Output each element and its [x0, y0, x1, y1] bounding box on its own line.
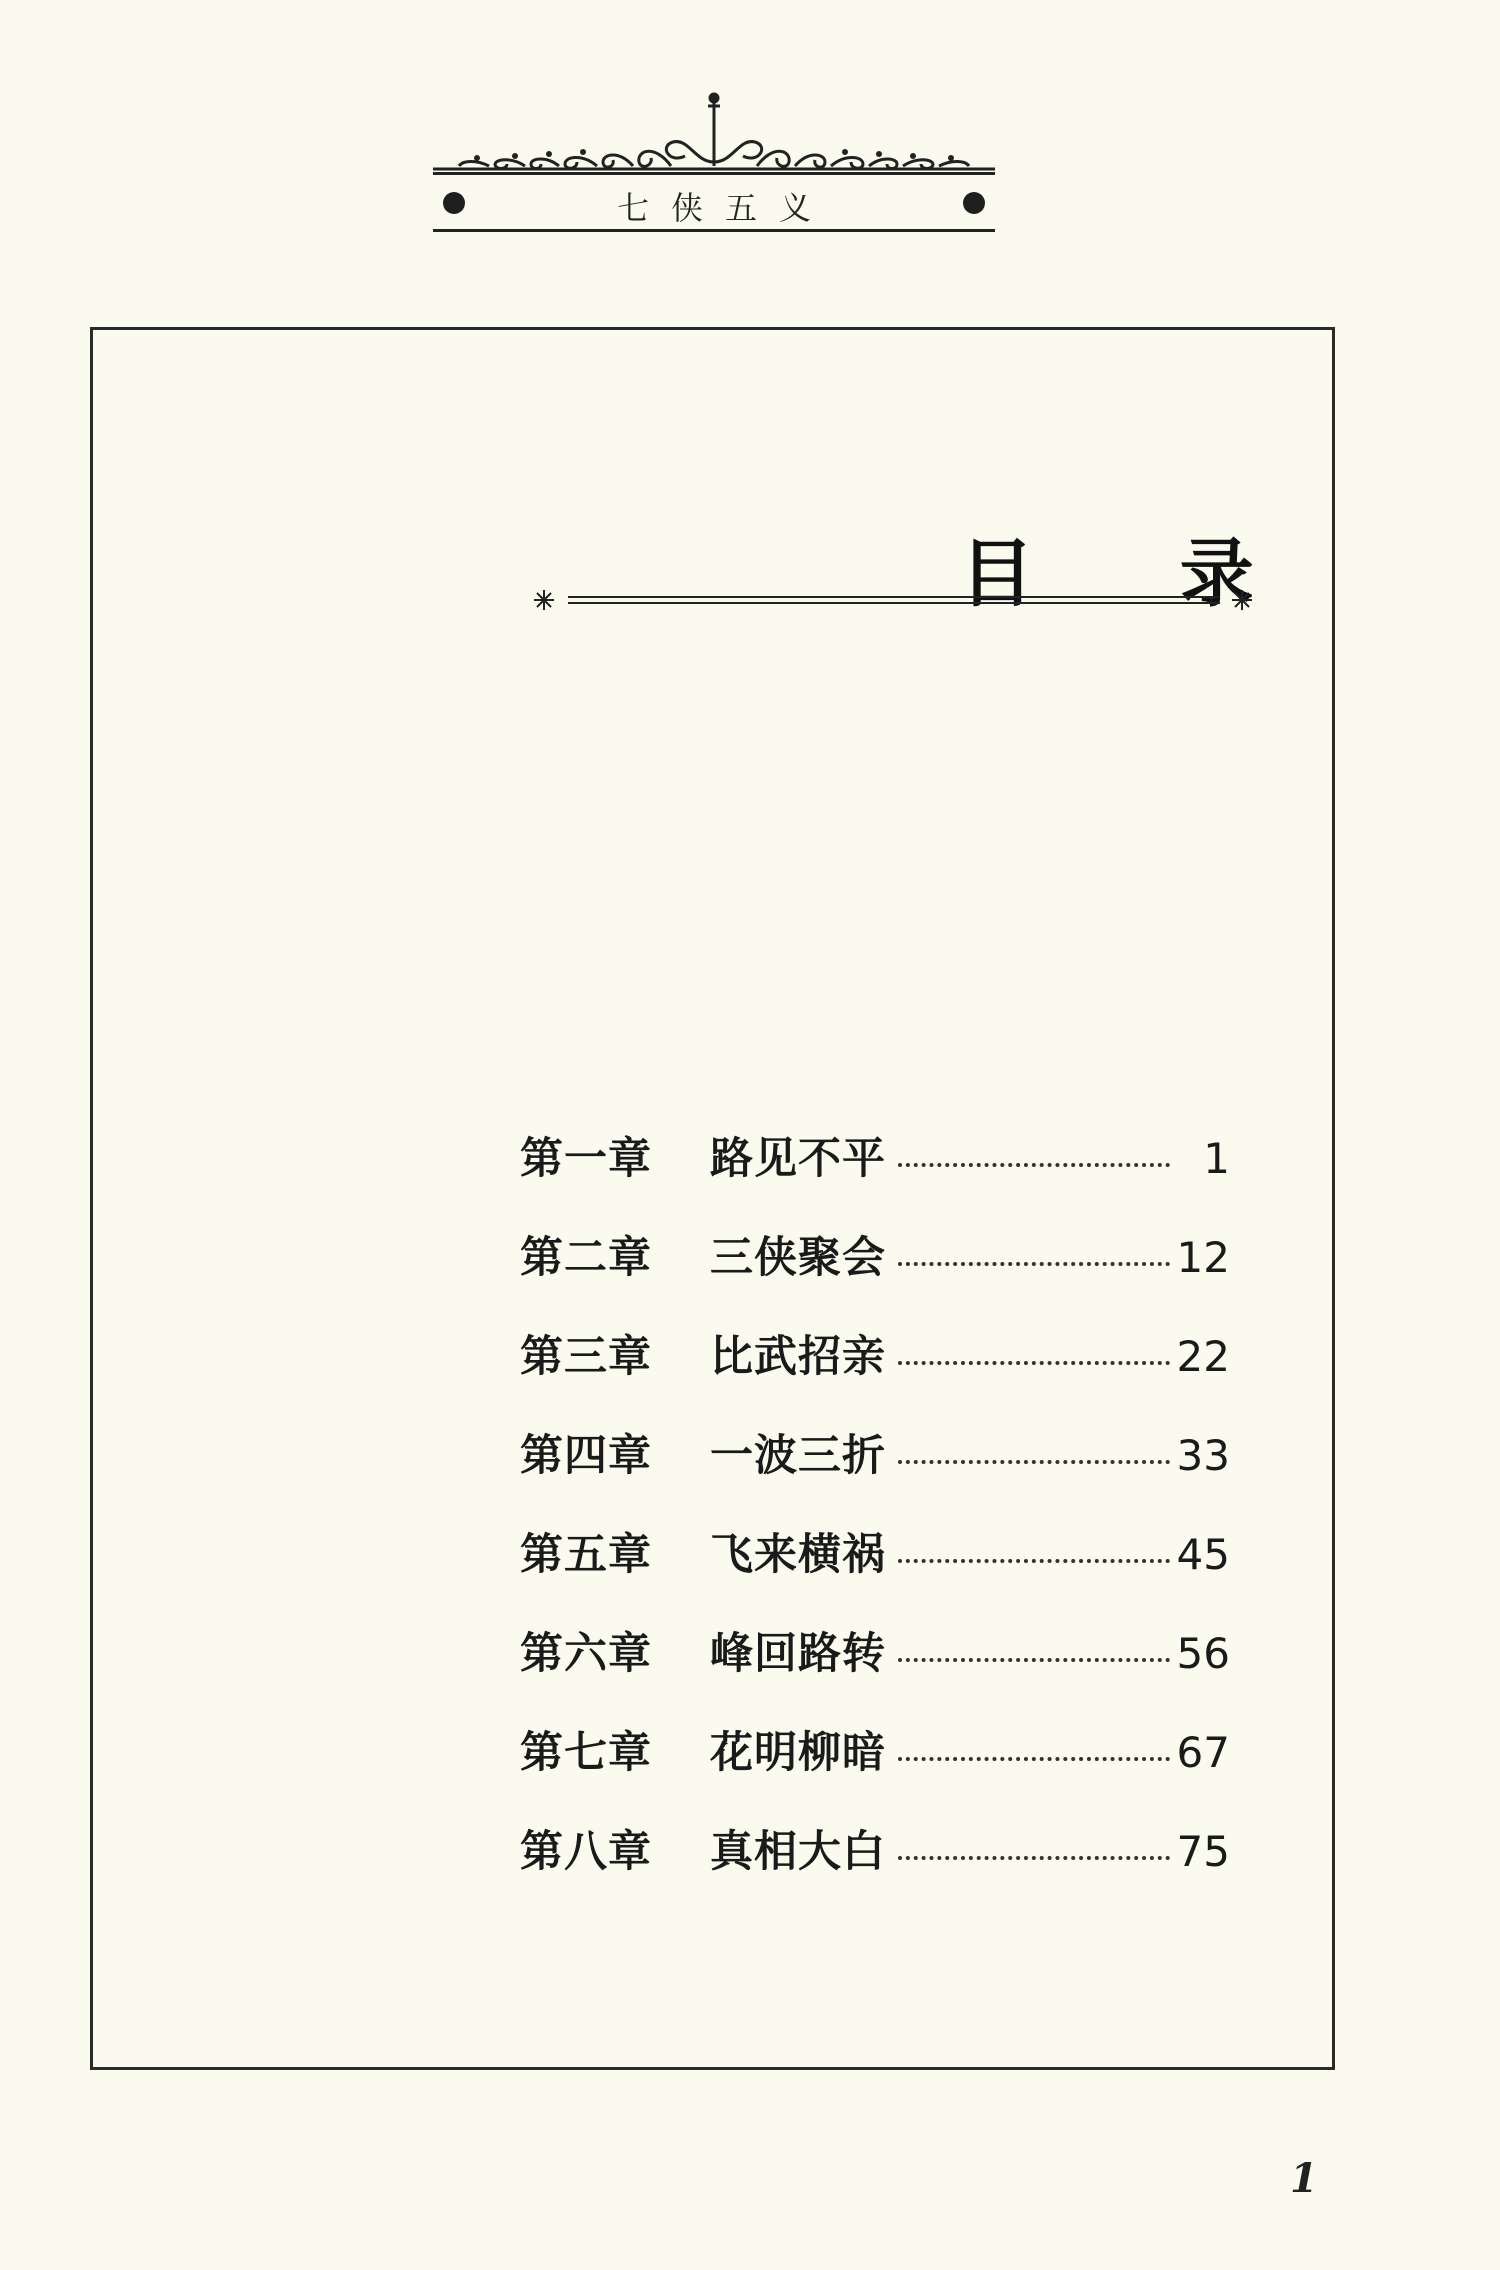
toc-chapter-title: 比武招亲 — [710, 1332, 886, 1382]
toc-chapter-number: 第六章 — [520, 1629, 652, 1679]
toc-leader-dots — [898, 1658, 1170, 1662]
book-title: 七侠五义 — [616, 189, 833, 227]
running-header — [433, 172, 995, 232]
asterisk-ornament-right — [1232, 590, 1252, 610]
toc-entry[interactable] — [520, 1719, 1230, 1818]
toc-entry[interactable] — [520, 1323, 1230, 1422]
toc-leader-dots — [898, 1559, 1170, 1563]
toc-page-number: 67 — [1176, 1728, 1230, 1777]
toc-page-number: 22 — [1176, 1332, 1230, 1381]
toc-chapter-number: 第五章 — [520, 1530, 652, 1580]
toc-chapter-title: 三侠聚会 — [710, 1233, 886, 1283]
toc-entry[interactable] — [520, 1224, 1230, 1323]
toc-chapter-number: 第一章 — [520, 1134, 652, 1184]
toc-leader-dots — [898, 1856, 1170, 1860]
toc-page-number: 33 — [1176, 1431, 1230, 1480]
toc-chapter-title: 花明柳暗 — [710, 1728, 886, 1778]
toc-page-number: 45 — [1176, 1530, 1230, 1579]
toc-entry[interactable] — [520, 1422, 1230, 1521]
toc-entry[interactable] — [520, 1818, 1230, 1917]
header-bullet-right — [963, 192, 985, 214]
toc-heading: 目 录 — [960, 531, 1314, 617]
asterisk-ornament-left — [534, 590, 554, 610]
toc-chapter-number: 第八章 — [520, 1827, 652, 1877]
toc-chapter-number: 第四章 — [520, 1431, 652, 1481]
toc-chapter-title: 真相大白 — [710, 1827, 886, 1877]
toc-chapter-title: 路见不平 — [710, 1134, 886, 1184]
toc-leader-dots — [898, 1757, 1170, 1761]
toc-chapter-title: 飞来横祸 — [710, 1530, 886, 1580]
toc-chapter-number: 第三章 — [520, 1332, 652, 1382]
toc-leader-dots — [898, 1460, 1170, 1464]
toc-leader-dots — [898, 1163, 1170, 1167]
toc-chapter-title: 一波三折 — [710, 1431, 886, 1481]
toc-entry[interactable] — [520, 1125, 1230, 1224]
toc-page-number: 75 — [1176, 1827, 1230, 1876]
toc-chapter-number: 第七章 — [520, 1728, 652, 1778]
toc-heading-rule — [530, 585, 1260, 615]
toc-entry[interactable] — [520, 1521, 1230, 1620]
toc-page-number: 12 — [1176, 1233, 1230, 1282]
toc-entry[interactable] — [520, 1620, 1230, 1719]
toc-chapter-number: 第二章 — [520, 1233, 652, 1283]
toc-page-number: 1 — [1203, 1134, 1230, 1183]
page-number: 1 — [1290, 2155, 1318, 2202]
header-ornament — [433, 92, 995, 172]
toc-leader-dots — [898, 1361, 1170, 1365]
toc-list — [520, 1125, 1230, 1917]
toc-chapter-title: 峰回路转 — [710, 1629, 886, 1679]
toc-leader-dots — [898, 1262, 1170, 1266]
toc-page-number: 56 — [1176, 1629, 1230, 1678]
